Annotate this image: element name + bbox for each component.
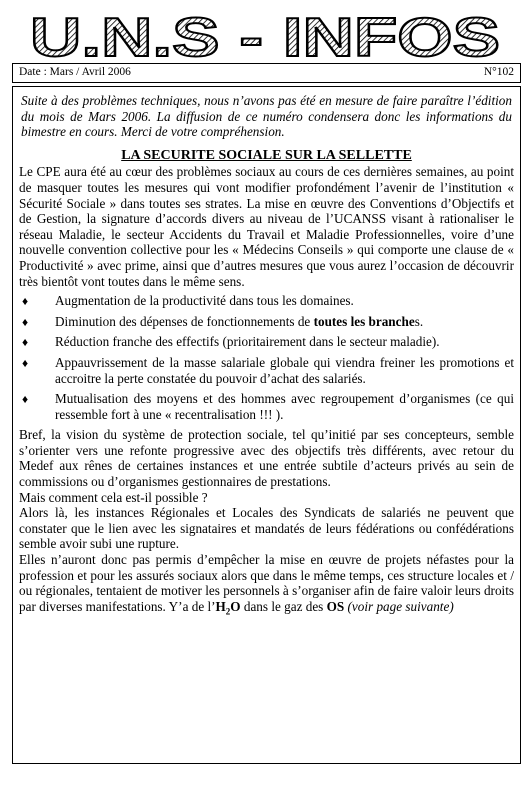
issue-number: N°102 — [483, 66, 514, 78]
diamond-bullet-icon: ♦ — [22, 294, 29, 309]
diamond-bullet-icon: ♦ — [22, 314, 29, 329]
article-paragraph-2: Bref, la vision du système de protection sociale, tel qu’initié par ses concepteurs, semble s’orienter vers une refonte progressive avec des objectifs très différents, avec retour du Medef aux rênes de certaines instances et une entrée subtile d’acteurs privés au sein de commissions ou d’organismes gestionnaires de prestations. — [19, 427, 514, 490]
list-item: ♦ Augmentation de la productivité dans tous les domaines. — [22, 293, 354, 309]
list-item: ♦ Réduction franche des effectifs (prioritairement dans le secteur maladie). — [22, 334, 440, 350]
intro-notice: Suite à des problèmes techniques, nous n’avons pas été en mesure de faire paraître l’édition du mois de Mars 2006. La diffusion de ce numéro condensera donc les informations du bimestre en cours. Merci de votre compréhension. — [21, 93, 512, 140]
article-paragraph-1: Le CPE aura été au cœur des problèmes sociaux au cours de ces dernières semaines, au point de masquer toutes les mesures qui vont modifier profondément l’avenir de l’institution « Sécurité Sociale » dans toutes ses strates. La mise en œuvre des Conventions d’Objectifs et de Gestion, la signature d’accords divers au niveau de l’UCANSS visant à rationaliser le réseau Maladie, le secteur Accidents du Travail et Maladie Professionnelles, voire d’une nouvelle convention collective pour les « Médecins Conseils » qui comporte une clause de « Productivité » avec prime, ainsi que d’autres mesures que vous aurez l’occasion de découvrir très bientôt vont toutes dans le même sens. — [19, 164, 514, 289]
measures-list — [19, 293, 514, 422]
masthead-title: U.N.S - INFOS — [30, 6, 500, 62]
article-paragraph-3: Mais comment cela est-il possible ? — [19, 489, 208, 505]
list-item: ♦ Appauvrissement de la masse salariale globale qui viendra freiner les promotions et accroitre la perte constatée du pouvoir d’achat des salariés. — [22, 354, 514, 386]
list-item: ♦ Mutualisation des moyens et des hommes avec regroupement d’organismes (ce qui ressemble fort à une « recentralisation !!! ). — [22, 391, 514, 422]
diamond-bullet-icon: ♦ — [22, 335, 29, 350]
issue-date: Date : Mars / Avril 2006 — [19, 66, 131, 78]
list-item: ♦ Diminution des dépenses de fonctionnements de toutes les branches. — [22, 313, 424, 329]
masthead-logo — [0, 0, 531, 62]
h2o-formula: $H_2O$ — [215, 598, 241, 617]
content-box — [12, 86, 521, 764]
article-paragraph-5: Elles n’auront donc pas permis d’empêcher la mise en œuvre de projets néfastes pour la profession et pour les assurés sociaux alors que dans le même temps, ces structure locales et / ou régionales, tentaient de motiver les personnels à s’organiser afin de faire valoir leurs droits par diverses manifestations. Y’a de $l’H_2O$ dans le gaz des OS (voir page suivante) — [19, 552, 514, 617]
os-emphasis: OS — [326, 598, 345, 614]
diamond-bullet-icon: ♦ — [22, 392, 29, 407]
see-next-page-note: (voir page suivante) — [347, 598, 454, 614]
article-paragraph-4: Alors là, les instances Régionales et Locales des Syndicats de salariés ne peuvent que constater que le lien avec les signataires et mandatés de leurs fédérations ou confédérations semble avoir subi une rupture. — [19, 505, 514, 552]
diamond-bullet-icon: ♦ — [22, 355, 29, 370]
article-title: LA SECURITE SOCIALE SUR LA SELLETTE — [121, 147, 412, 163]
date-bar — [12, 63, 521, 83]
